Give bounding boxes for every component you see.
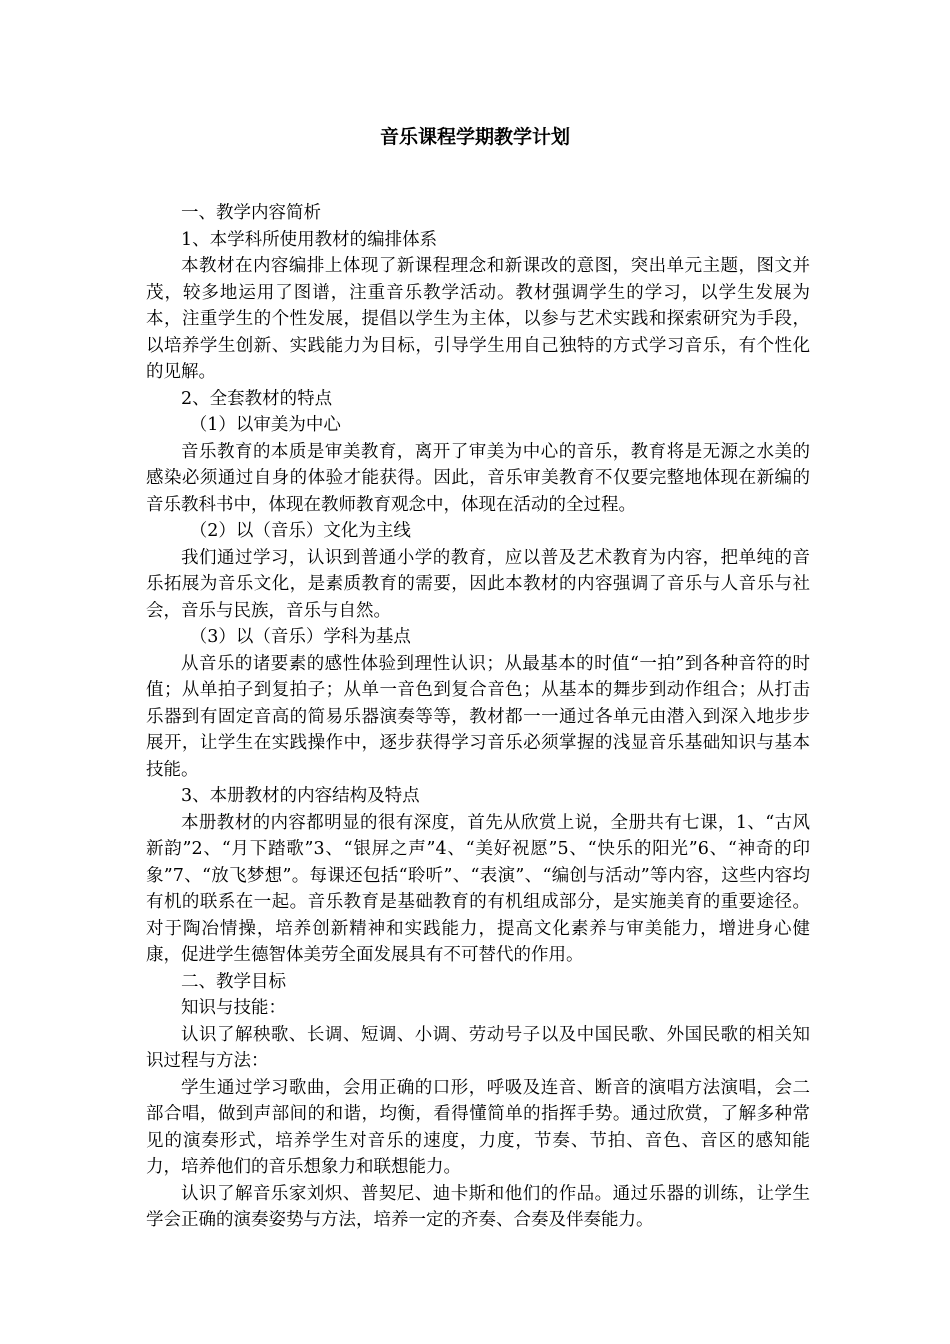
document-body bbox=[146, 200, 810, 1234]
section-heading: 一、教学内容简析 bbox=[181, 203, 321, 223]
body-paragraph: 本册教材的内容都明显的很有深度，首先从欣赏上说，全册共有七课，1、“古风新韵”2、“月下踏歌”3、“银屏之声”4、“美好祝愿”5、“快乐的阳光”6、“神奇的印象”7、“放飞梦想”。每课还包括“聆听”、“表演”、“编创与活动”等内容，这些内容均有机的联系在一起。音乐教育是基础教育的有机组成部分，是实施美育的重要途径。对于陶冶情操，培养创新精神和实践能力，提高文化素养与审美能力，增进身心健康，促进学生德智体美劳全面发展具有不可替代的作用。 bbox=[146, 812, 810, 965]
body-paragraph: 认识了解音乐家刘炽、普契尼、迪卡斯和他们的作品。通过乐器的训练，让学生学会正确的演奏姿势与方法，培养一定的齐奏、合奏及伴奏能力。 bbox=[146, 1183, 810, 1230]
body-paragraph: 本教材在内容编排上体现了新课程理念和新课改的意图，突出单元主题，图文并茂，较多地运用了图谱，注重音乐教学活动。教材强调学生的学习，以学生发展为本，注重学生的个性发展，提倡以学生为主体，以参与艺术实践和探索研究为手段，以培养学生创新、实践能力为目标，引导学生用自己独特的方式学习音乐，有个性化的见解。 bbox=[146, 256, 810, 382]
point-heading: （2）以（音乐）文化为主线 bbox=[189, 521, 411, 541]
body-paragraph: 学生通过学习歌曲，会用正确的口形，呼吸及连音、断音的演唱方法演唱，会二部合唱，做到声部间的和谐，均衡，看得懂简单的指挥手势。通过欣赏，了解多种常见的演奏形式，培养学生对音乐的速度，力度，节奏、节拍、音色、音区的感知能力，培养他们的音乐想象力和联想能力。 bbox=[146, 1077, 810, 1177]
body-paragraph: 我们通过学习，认识到普通小学的教育，应以普及艺术教育为内容，把单纯的音乐拓展为音乐文化，是素质教育的需要，因此本教材的内容强调了音乐与人音乐与社会，音乐与民族，音乐与自然。 bbox=[146, 547, 810, 621]
point-heading: （1）以审美为中心 bbox=[189, 415, 341, 435]
subsection-heading: 知识与技能： bbox=[181, 998, 286, 1018]
body-paragraph: 从音乐的诸要素的感性体验到理性认识；从最基本的时值“一拍”到各种音符的时值；从单拍子到复拍子；从单一音色到复合音色；从基本的舞步到动作组合；从打击乐器到有固定音高的简易乐器演奏等等，教材都一一通过各单元由潜入到深入地步步展开，让学生在实践操作中，逐步获得学习音乐必须掌握的浅显音乐基础知识与基本技能。 bbox=[146, 653, 810, 780]
document-title: 音乐课程学期教学计划 bbox=[379, 126, 570, 148]
body-paragraph: 认识了解秧歌、长调、短调、小调、劳动号子以及中国民歌、外国民歌的相关知识过程与方法： bbox=[146, 1024, 810, 1071]
point-heading: （3）以（音乐）学科为基点 bbox=[189, 627, 411, 647]
subsection-heading: 2、全套教材的特点 bbox=[181, 388, 333, 409]
subsection-heading: 1、本学科所使用教材的编排体系 bbox=[181, 229, 438, 250]
section-heading: 二、教学目标 bbox=[181, 971, 286, 992]
body-paragraph: 音乐教育的本质是审美教育，离开了审美为中心的音乐，教育将是无源之水美的感染必须通过自身的体验才能获得。因此，音乐审美教育不仅要完整地体现在新编的音乐教科书中，体现在教师教育观念中，体现在活动的全过程。 bbox=[146, 441, 810, 515]
subsection-heading: 3、本册教材的内容结构及特点 bbox=[181, 786, 420, 806]
